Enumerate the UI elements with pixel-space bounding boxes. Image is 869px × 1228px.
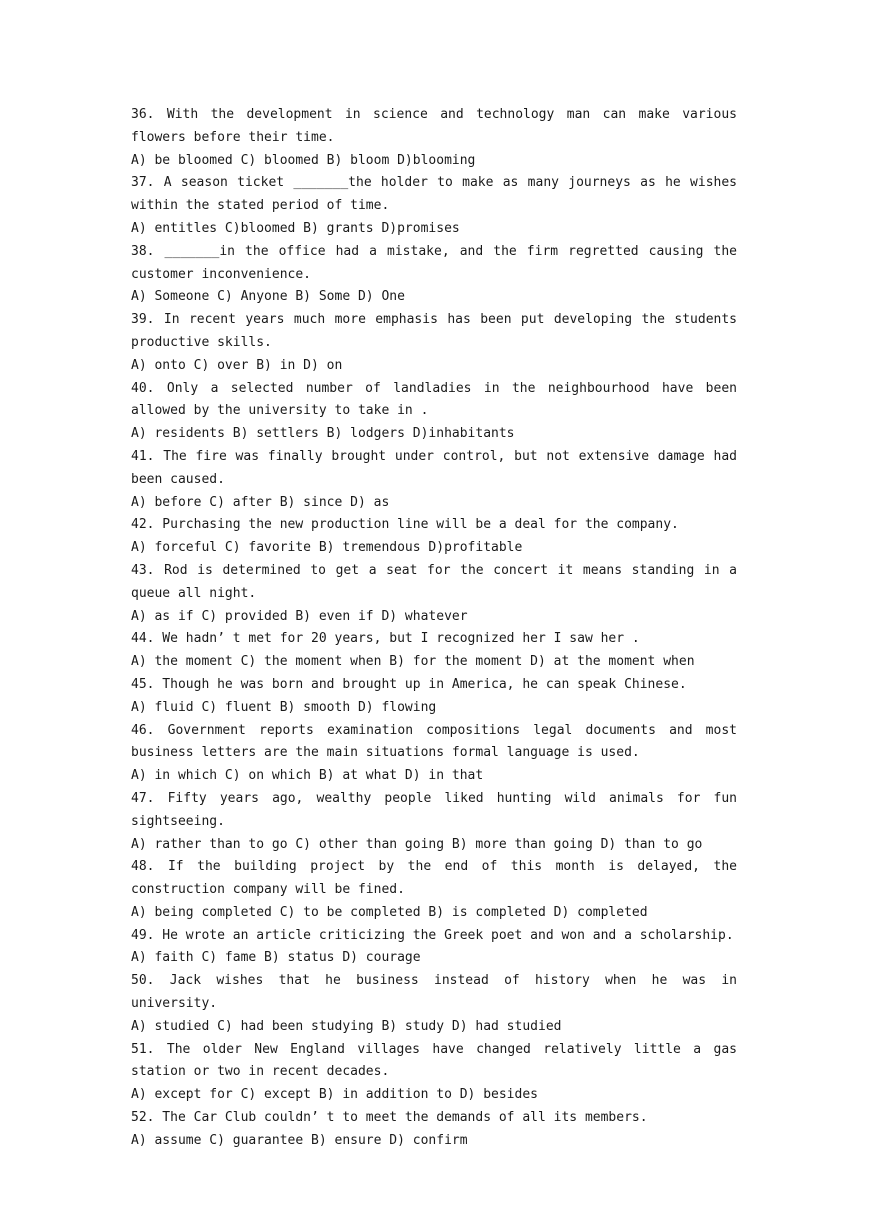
question-text: 47. Fifty years ago, wealthy people liked hunting wild animals for fun sightseeing. [131, 790, 737, 829]
question-options: A) residents B) settlers B) lodgers D)inhabitants [131, 426, 515, 442]
question-39 [131, 309, 737, 377]
question-40 [131, 378, 737, 446]
question-options: A) being completed C) to be completed B) is completed D) completed [131, 904, 648, 920]
question-46 [131, 720, 737, 788]
question-47 [131, 788, 737, 856]
question-options: A) as if C) provided B) even if D) whatever [131, 608, 468, 624]
question-options: A) studied C) had been studying B) study D) had studied [131, 1018, 562, 1034]
question-text: 38. _______in the office had a mistake, and the firm regretted causing the customer inconvenience. [131, 243, 737, 282]
question-options: A) rather than to go C) other than going B) more than going D) than to go [131, 836, 703, 852]
question-51 [131, 1039, 737, 1107]
question-text: 43. Rod is determined to get a seat for the concert it means standing in a queue all night. [131, 562, 737, 601]
question-38 [131, 241, 737, 309]
question-options: A) be bloomed C) bloomed B) bloom D)blooming [131, 152, 476, 168]
question-text: 49. He wrote an article criticizing the Greek poet and won and a scholarship. [131, 927, 734, 943]
question-options: A) onto C) over B) in D) on [131, 357, 343, 373]
question-42 [131, 514, 737, 560]
question-43 [131, 560, 737, 628]
question-text: 37. A season ticket _______the holder to make as many journeys as he wishes within the stated period of time. [131, 175, 737, 214]
question-text: 51. The older New England villages have changed relatively little a gas station or two in recent decades. [131, 1041, 737, 1080]
question-options: A) before C) after B) since D) as [131, 494, 390, 510]
question-text: 50. Jack wishes that he business instead of history when he was in university. [131, 973, 737, 1012]
question-options: A) assume C) guarantee B) ensure D) confirm [131, 1132, 468, 1148]
question-options: A) except for C) except B) in addition to D) besides [131, 1087, 538, 1103]
question-text: 52. The Car Club couldn’ t to meet the demands of all its members. [131, 1110, 648, 1126]
question-text: 46. Government reports examination compositions legal documents and most business letters are the main situations formal language is used. [131, 722, 737, 761]
question-36 [131, 104, 737, 172]
question-text: 40. Only a selected number of landladies in the neighbourhood have been allowed by the university to take in . [131, 380, 737, 419]
question-text: 45. Though he was born and brought up in America, he can speak Chinese. [131, 676, 687, 692]
question-50 [131, 970, 737, 1038]
question-37 [131, 172, 737, 240]
question-options: A) the moment C) the moment when B) for the moment D) at the moment when [131, 654, 695, 670]
question-options: A) faith C) fame B) status D) courage [131, 950, 421, 966]
question-text: 41. The fire was finally brought under control, but not extensive damage had been caused. [131, 448, 737, 487]
question-48 [131, 856, 737, 924]
question-52 [131, 1107, 737, 1153]
question-options: A) Someone C) Anyone B) Some D) One [131, 289, 405, 305]
question-options: A) fluid C) fluent B) smooth D) flowing [131, 699, 437, 715]
question-text: 36. With the development in science and technology man can make various flowers before their time. [131, 107, 737, 145]
question-text: 39. In recent years much more emphasis has been put developing the students productive skills. [131, 312, 737, 350]
question-options: A) entitles C)bloomed B) grants D)promises [131, 220, 460, 236]
question-41 [131, 446, 737, 514]
question-45 [131, 674, 737, 720]
question-options: A) forceful C) favorite B) tremendous D)profitable [131, 540, 523, 556]
question-text: 42. Purchasing the new production line will be a deal for the company. [131, 517, 679, 533]
question-options: A) in which C) on which B) at what D) in that [131, 768, 484, 784]
question-49 [131, 925, 737, 971]
question-44 [131, 628, 737, 674]
question-text: 48. If the building project by the end of this month is delayed, the construction company will be fined. [131, 859, 737, 898]
question-text: 44. We hadn’ t met for 20 years, but I recognized her I saw her . [131, 631, 640, 647]
document-page [131, 104, 737, 1153]
